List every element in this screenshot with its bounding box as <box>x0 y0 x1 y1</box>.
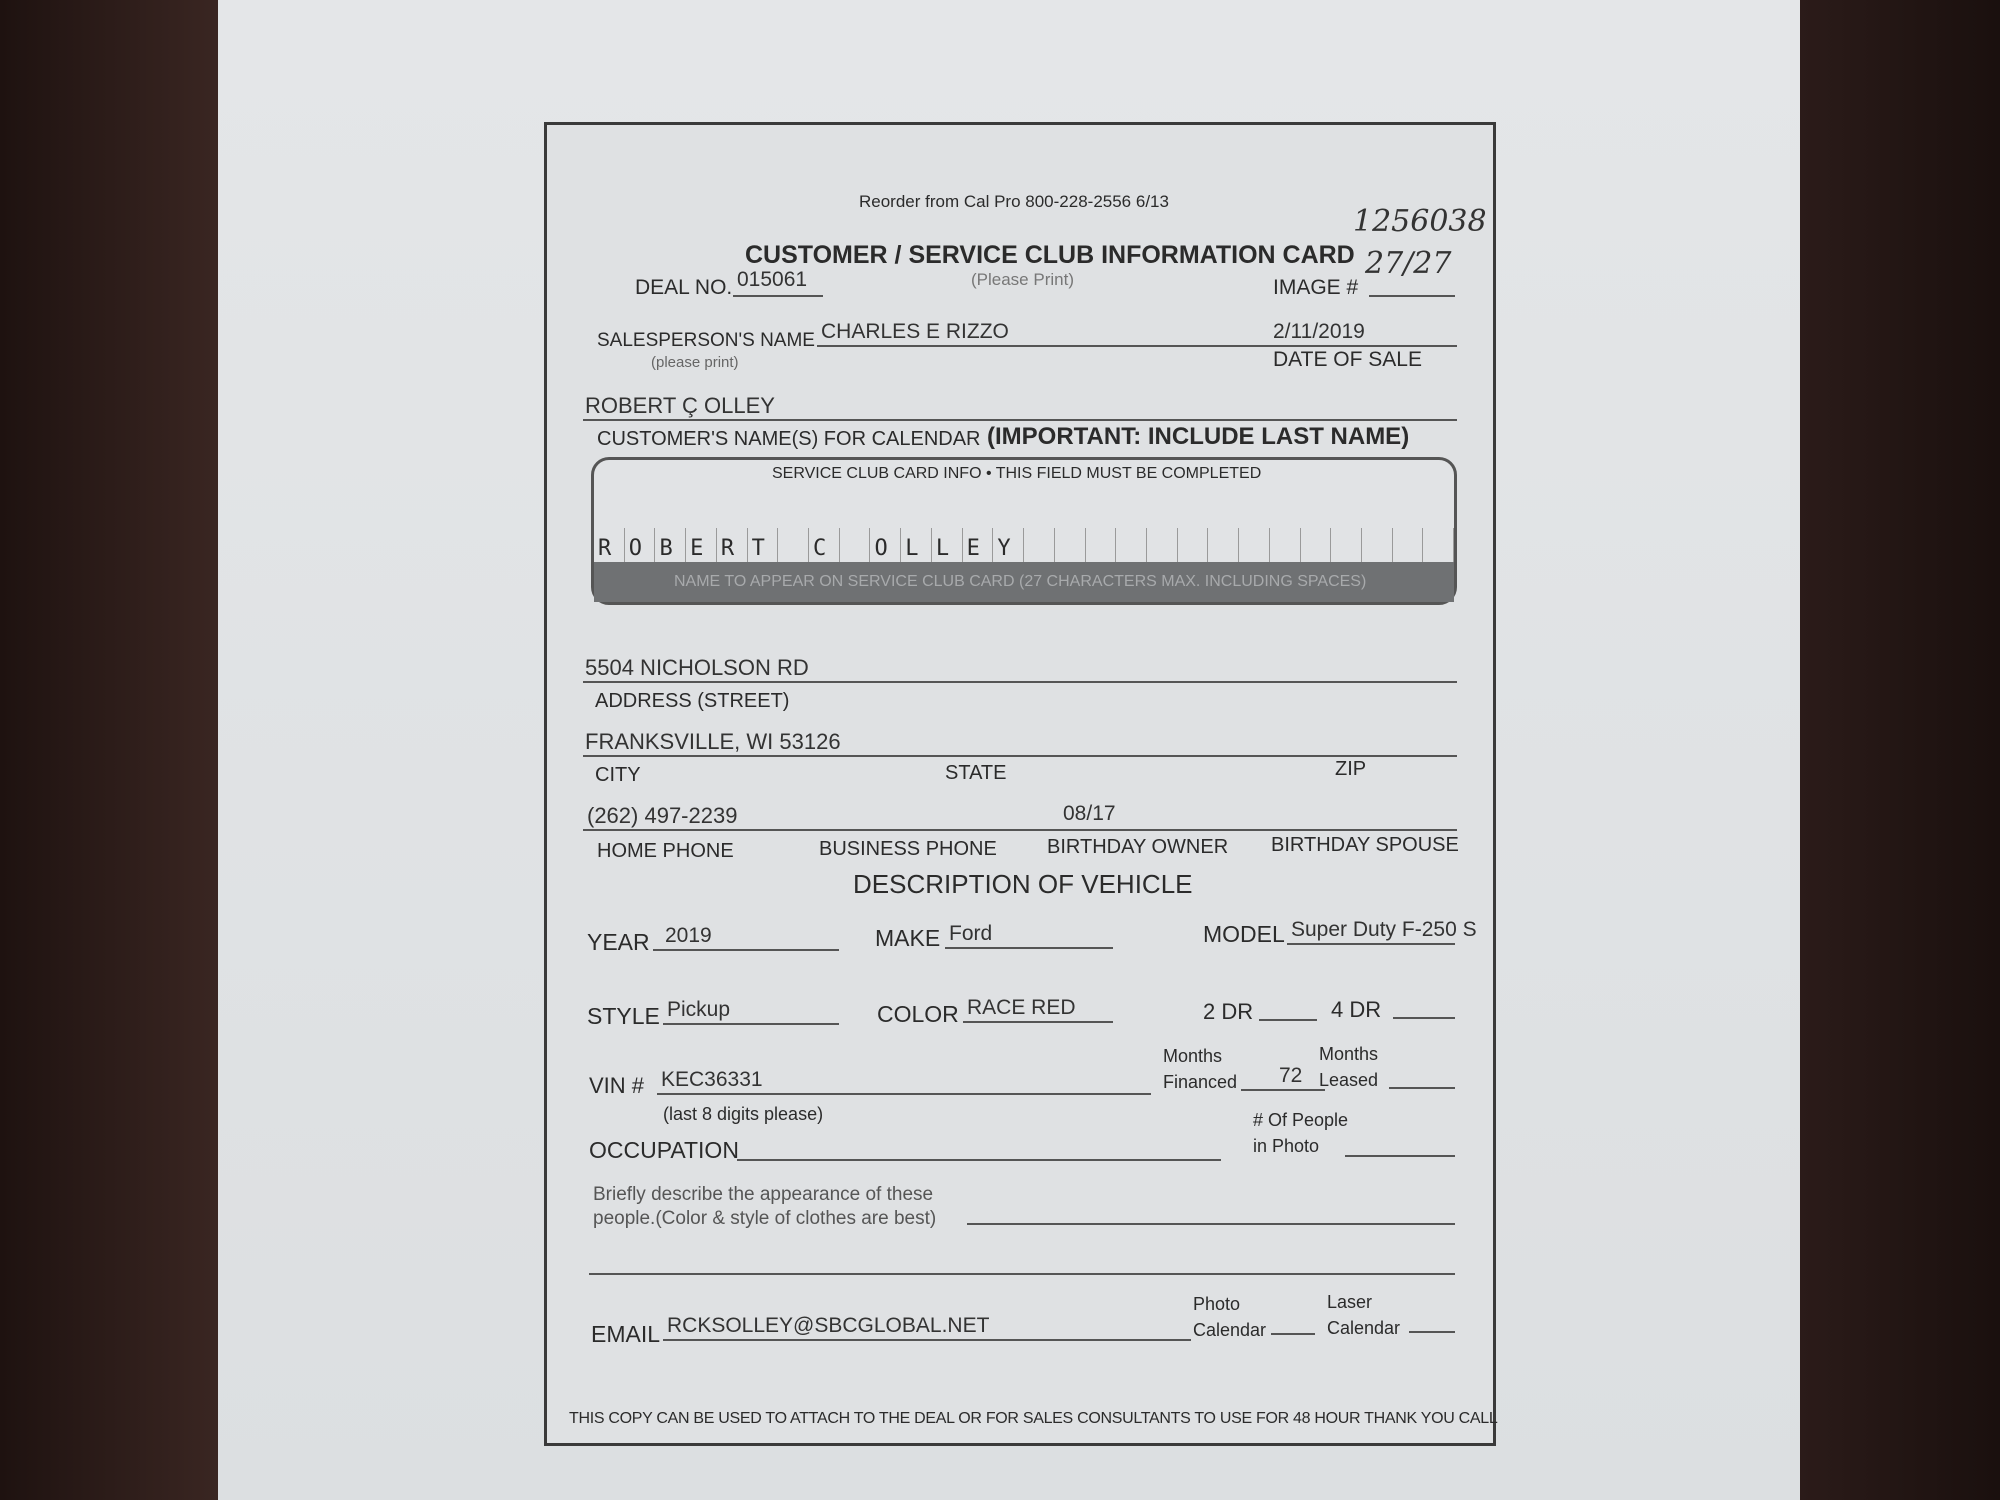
service-card-char: T <box>751 536 765 561</box>
occupation-field[interactable] <box>737 1159 1221 1161</box>
color-value[interactable]: RACE RED <box>967 996 1076 1019</box>
service-card-char-cell[interactable] <box>963 528 994 564</box>
service-card-char-cell[interactable] <box>932 528 963 564</box>
service-card-char-cell[interactable] <box>1147 528 1178 564</box>
service-card-char-cell[interactable] <box>748 528 779 564</box>
service-card-char-cell[interactable] <box>1239 528 1270 564</box>
service-card-char: R <box>598 536 612 561</box>
birthday-owner-value[interactable]: 08/17 <box>1063 802 1116 825</box>
service-card-char: E <box>690 536 704 561</box>
state-label: STATE <box>945 762 1007 784</box>
address-value[interactable]: 5504 NICHOLSON RD <box>585 655 809 680</box>
service-card-char-cell[interactable] <box>1178 528 1209 564</box>
service-club-card-box <box>591 457 1457 605</box>
vehicle-section-title: DESCRIPTION OF VEHICLE <box>853 869 1193 899</box>
image-count: 27/27 <box>1365 246 1452 281</box>
service-card-char: E <box>966 536 980 561</box>
service-card-char: C <box>813 536 827 561</box>
model-value[interactable]: Super Duty F-250 S <box>1291 918 1477 941</box>
home-phone-value[interactable]: (262) 497-2239 <box>587 803 738 828</box>
style-label: STYLE <box>587 1003 660 1029</box>
form-title: CUSTOMER / SERVICE CLUB INFORMATION CARD <box>745 241 1355 269</box>
service-card-footer: NAME TO APPEAR ON SERVICE CLUB CARD (27 CHARACTERS MAX. INCLUDING SPACES) <box>674 573 1367 590</box>
info-card-form <box>544 122 1496 1446</box>
people-in-photo-label-2: in Photo <box>1253 1136 1320 1156</box>
laser-calendar-label-1: Laser <box>1327 1292 1373 1312</box>
service-card-char-cell[interactable] <box>625 528 656 564</box>
describe-label-line-2: people.(Color & style of clothes are best) <box>593 1208 937 1229</box>
home-phone-label: HOME PHONE <box>597 840 734 862</box>
salesperson-sublabel: (please print) <box>651 354 739 371</box>
service-card-char-cell[interactable] <box>1055 528 1086 564</box>
make-value[interactable]: Ford <box>949 922 993 945</box>
four-door-label: 4 DR <box>1331 997 1382 1022</box>
email-label: EMAIL <box>591 1321 661 1347</box>
image-no-field[interactable] <box>1369 295 1455 297</box>
customer-name-value[interactable]: ROBERT Ç OLLEY <box>585 393 775 418</box>
photo-calendar-label-2: Calendar <box>1193 1320 1267 1340</box>
months-financed-label-1: Months <box>1163 1046 1223 1066</box>
salesperson-label: SALESPERSON'S NAME <box>597 330 815 351</box>
stamp-number: 1256038 <box>1353 204 1487 239</box>
service-card-char-cell[interactable] <box>686 528 717 564</box>
salesperson-value[interactable]: CHARLES E RIZZO <box>821 320 1009 343</box>
service-card-char: L <box>905 536 919 561</box>
image-no-label: IMAGE # <box>1273 276 1359 299</box>
color-label: COLOR <box>877 1001 959 1027</box>
describe-field-2[interactable] <box>589 1273 1455 1275</box>
people-in-photo-field[interactable] <box>1345 1155 1455 1157</box>
laser-calendar-field[interactable] <box>1409 1331 1455 1333</box>
service-card-char-cell[interactable] <box>1362 528 1393 564</box>
style-value[interactable]: Pickup <box>667 998 731 1021</box>
photo-calendar-field[interactable] <box>1271 1333 1315 1335</box>
service-card-char-cell[interactable] <box>809 528 840 564</box>
zip-label: ZIP <box>1335 758 1367 780</box>
service-card-cells[interactable] <box>594 528 1454 564</box>
vin-note: (last 8 digits please) <box>663 1104 824 1124</box>
make-label: MAKE <box>875 925 941 951</box>
vin-value[interactable]: KEC36331 <box>661 1068 763 1091</box>
two-door-label: 2 DR <box>1203 999 1254 1024</box>
four-door-field[interactable] <box>1393 1017 1455 1019</box>
footer-note: THIS COPY CAN BE USED TO ATTACH TO THE DEAL OR FOR SALES CONSULTANTS TO USE FOR 48 HOUR THANK YOU CALL <box>569 1410 1498 1427</box>
service-card-char-cell[interactable] <box>1393 528 1424 564</box>
describe-field-1[interactable] <box>967 1223 1455 1225</box>
service-card-char: O <box>628 536 642 561</box>
months-financed-label-2: Financed <box>1163 1072 1238 1092</box>
address-label: ADDRESS (STREET) <box>595 690 790 712</box>
laser-calendar-label-2: Calendar <box>1327 1318 1401 1338</box>
email-value[interactable]: RCKSOLLEY@SBCGLOBAL.NET <box>667 1314 990 1337</box>
service-card-char-cell[interactable] <box>717 528 748 564</box>
service-card-char-cell[interactable] <box>1116 528 1147 564</box>
reorder-text: Reorder from Cal Pro 800-228-2556 6/13 <box>859 192 1169 211</box>
service-card-char-cell[interactable] <box>1423 528 1454 564</box>
year-value[interactable]: 2019 <box>665 924 712 947</box>
service-card-char-cell[interactable] <box>1331 528 1362 564</box>
service-card-char: O <box>874 536 888 561</box>
business-phone-label: BUSINESS PHONE <box>819 838 997 860</box>
service-card-char-cell[interactable] <box>1024 528 1055 564</box>
service-card-char-cell[interactable] <box>1208 528 1239 564</box>
date-of-sale-value[interactable]: 2/11/2019 <box>1273 320 1365 343</box>
service-card-char: B <box>659 536 673 561</box>
service-card-char-cell[interactable] <box>778 528 809 564</box>
deal-no-value[interactable]: 015061 <box>737 268 808 291</box>
months-leased-field[interactable] <box>1389 1087 1455 1089</box>
vin-label: VIN # <box>589 1073 645 1098</box>
service-card-char: Y <box>997 536 1011 561</box>
months-leased-label-2: Leased <box>1319 1070 1379 1090</box>
service-card-char-cell[interactable] <box>594 528 625 564</box>
months-leased-label-1: Months <box>1319 1044 1379 1064</box>
people-in-photo-label-1: # Of People <box>1253 1110 1349 1130</box>
service-card-char-cell[interactable] <box>840 528 871 564</box>
two-door-field[interactable] <box>1259 1019 1317 1021</box>
year-label: YEAR <box>587 929 650 955</box>
city-value[interactable]: FRANKSVILLE, WI 53126 <box>585 729 841 754</box>
photo-calendar-label-1: Photo <box>1193 1294 1241 1314</box>
occupation-label: OCCUPATION <box>589 1137 739 1163</box>
important-note: (IMPORTANT: INCLUDE LAST NAME) <box>987 423 1410 450</box>
service-card-char-cell[interactable] <box>1301 528 1332 564</box>
service-card-char-cell[interactable] <box>870 528 901 564</box>
service-card-char: R <box>720 536 735 561</box>
date-of-sale-label: DATE OF SALE <box>1273 348 1422 371</box>
deal-no-label: DEAL NO. <box>635 276 733 299</box>
service-card-footer-bar <box>594 562 1454 602</box>
service-card-char: L <box>935 536 950 561</box>
service-card-char-cell[interactable] <box>901 528 932 564</box>
service-card-header: SERVICE CLUB CARD INFO • THIS FIELD MUST BE COMPLETED <box>772 465 1262 482</box>
service-card-char-cell[interactable] <box>655 528 686 564</box>
service-card-char-cell[interactable] <box>1086 528 1117 564</box>
model-label: MODEL <box>1203 921 1285 947</box>
service-card-char-cell[interactable] <box>1270 528 1301 564</box>
service-card-char-cell[interactable] <box>993 528 1024 564</box>
city-label: CITY <box>595 764 641 786</box>
birthday-spouse-label: BIRTHDAY SPOUSE <box>1271 834 1459 856</box>
months-financed-value[interactable]: 72 <box>1279 1064 1303 1087</box>
birthday-owner-label: BIRTHDAY OWNER <box>1047 836 1229 858</box>
describe-label-line-1: Briefly describe the appearance of these <box>593 1184 934 1205</box>
customer-name-label: CUSTOMER'S NAME(S) FOR CALENDAR <box>597 428 981 450</box>
please-print-note: (Please Print) <box>971 270 1074 289</box>
